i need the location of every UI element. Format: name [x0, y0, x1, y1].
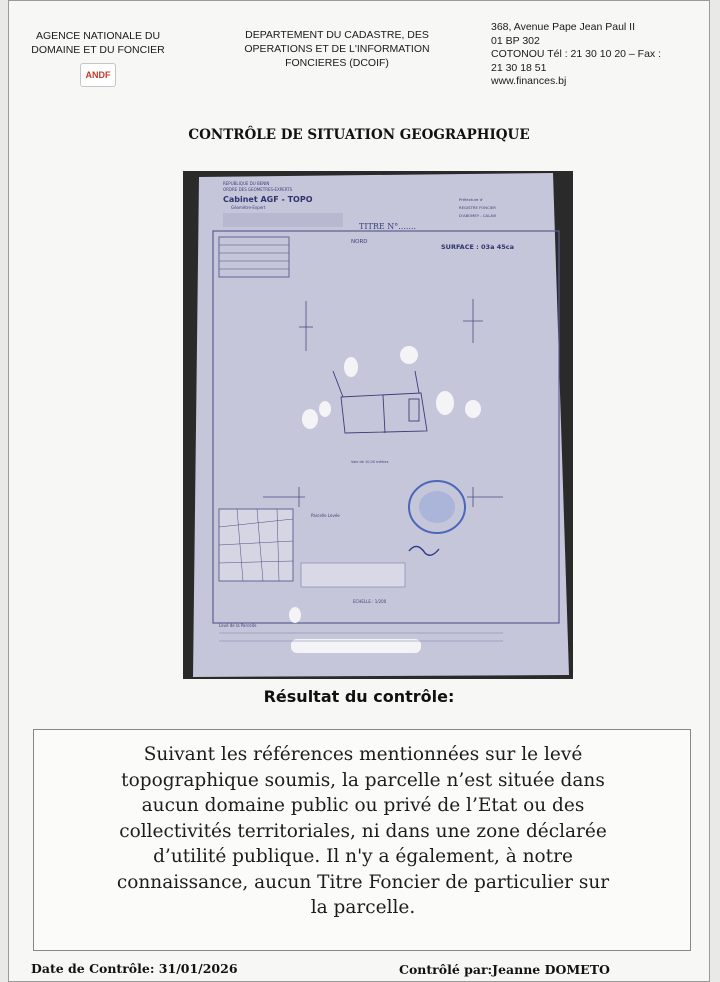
result-line: la parcelle.: [310, 897, 416, 918]
cabinet-name: Cabinet AGF - TOPO: [223, 195, 313, 204]
plan-drawing: [183, 171, 573, 679]
address-line2: 01 BP 302: [491, 34, 540, 47]
department-line2: OPERATIONS ET DE L'INFORMATION: [244, 43, 430, 55]
parcel-legend: Parcelle Levée: [311, 513, 340, 518]
department-header: [221, 28, 453, 70]
scale-label: ECHELLE : 1/200: [353, 599, 387, 604]
svg-text:REPUBLIQUE DU BENIN: REPUBLIQUE DU BENIN: [223, 181, 270, 186]
department-line1: DEPARTEMENT DU CADASTRE, DES: [245, 29, 429, 41]
result-line: d’utilité publique. Il n'y a également, à notre: [153, 846, 573, 867]
address-line3: COTONOU Tél : 21 30 10 20 – Fax :: [491, 48, 662, 60]
address-line1: 368, Avenue Pape Jean Paul II: [491, 21, 636, 33]
agency-name-line1: AGENCE NATIONALE DU: [35, 30, 161, 42]
north-label: NORD: [351, 239, 368, 245]
result-title: Résultat du contrôle:: [263, 687, 455, 706]
andf-logo: ANDF: [80, 63, 116, 87]
svg-text:Préfecture d': Préfecture d': [459, 197, 484, 202]
document-page: [8, 0, 710, 982]
svg-text:Géomètre-Expert: Géomètre-Expert: [231, 205, 266, 210]
result-line: connaissance, aucun Titre Foncier de particulier sur: [116, 871, 610, 893]
result-line: collectivités territoriales, ni dans une zone déclarée: [119, 820, 607, 842]
website: www.finances.bj: [491, 75, 567, 87]
result-box: [33, 729, 691, 951]
address-line4: 21 30 18 51: [491, 61, 547, 74]
address-block: [491, 21, 706, 89]
result-line: Suivant les références mentionnées sur le levé: [143, 744, 583, 765]
titre-number: TITRE N°.......: [359, 222, 417, 231]
svg-text:Voie de 10,00 mètres: Voie de 10,00 mètres: [351, 460, 389, 464]
svg-text:REGISTRE FONCIER: REGISTRE FONCIER: [459, 205, 496, 210]
agency-name-line2: DOMAINE ET DU FONCIER: [31, 44, 165, 56]
controller-name: Contrôlé par:Jeanne DOMETO: [399, 962, 610, 977]
cabinet-contacts: [223, 213, 343, 227]
survey-line: Levé de la Parcelle: [219, 623, 257, 628]
document-title: CONTRÔLE DE SITUATION GEOGRAPHIQUE: [188, 127, 530, 143]
surface-label: SURFACE : 03a 45ca: [441, 243, 515, 251]
svg-text:ORDRE DES GEOMETRES-EXPERTS: ORDRE DES GEOMETRES-EXPERTS: [223, 187, 293, 192]
result-line: aucun domaine public ou privé de l’Etat ou des: [141, 795, 585, 816]
department-line3: FONCIERES (DCOIF): [285, 57, 389, 69]
agency-header: [23, 29, 173, 87]
situation-plan-map: [219, 509, 293, 581]
result-text: [64, 742, 662, 921]
result-line: topographique soumis, la parcelle n’est située dans: [121, 769, 605, 791]
control-date: Date de Contrôle: 31/01/2026: [31, 961, 238, 976]
svg-text:D'ABOMEY - CALAVI: D'ABOMEY - CALAVI: [459, 213, 497, 218]
topographic-plan-photo: [183, 171, 573, 679]
